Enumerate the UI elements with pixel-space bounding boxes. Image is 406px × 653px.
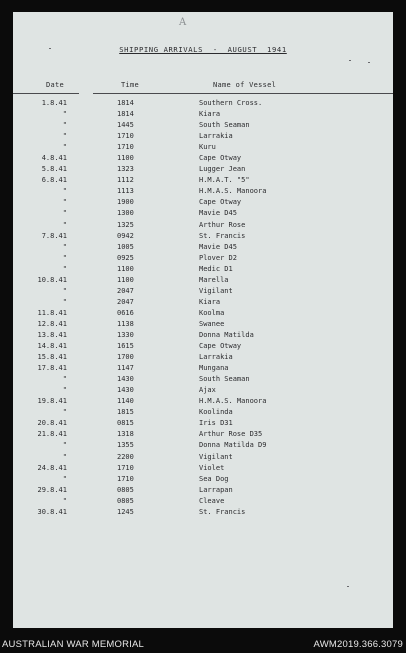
row-time: 0805: [117, 485, 134, 494]
table-row: [13, 385, 393, 396]
row-date: 21.8.41: [37, 430, 67, 439]
row-date: 13.8.41: [37, 330, 67, 339]
table-row: [13, 186, 393, 197]
row-time: 1710: [117, 143, 134, 152]
paper-speck: [49, 48, 51, 49]
row-vessel: Arthur Rose D35: [199, 430, 263, 439]
row-vessel: Marella: [199, 275, 229, 284]
row-vessel: Southern Cross.: [199, 99, 263, 107]
row-vessel: Iris D31: [199, 419, 233, 428]
row-date: 24.8.41: [37, 463, 67, 472]
row-vessel: Cape Otway: [199, 342, 242, 351]
table-row: [13, 142, 393, 153]
row-vessel: South Seaman: [199, 121, 250, 130]
row-date: 7.8.41: [41, 231, 67, 240]
row-time: 1100: [117, 264, 134, 273]
row-vessel: Vigilant: [199, 452, 233, 461]
row-time: 1430: [117, 375, 134, 384]
table-row: [13, 330, 393, 341]
table-row: [13, 507, 393, 518]
row-time: 1245: [117, 507, 134, 516]
header-rule-left: [13, 93, 79, 94]
row-date: ": [62, 209, 67, 218]
paper-speck: [349, 60, 351, 61]
row-vessel: Mungana: [199, 364, 229, 373]
row-date: ": [62, 286, 67, 295]
row-date: ": [62, 441, 67, 450]
table-row: [13, 319, 393, 330]
row-time: 2200: [117, 452, 134, 461]
column-header-time: Time: [121, 81, 140, 89]
row-time: 1900: [117, 198, 134, 207]
row-vessel: Kiara: [199, 110, 221, 119]
row-time: 1100: [117, 275, 134, 284]
row-date: 12.8.41: [37, 319, 67, 328]
table-row: [13, 297, 393, 308]
row-vessel: Vigilant: [199, 286, 233, 295]
row-time: 0925: [117, 253, 134, 262]
row-vessel: H.M.A.S. Manoora: [199, 187, 267, 196]
row-date: ": [62, 375, 67, 384]
paper-speck: [347, 586, 349, 587]
table-row: [13, 153, 393, 164]
row-date: 19.8.41: [37, 397, 67, 406]
row-vessel: H.M.A.S. Manoora: [199, 397, 267, 406]
row-date: 10.8.41: [37, 275, 67, 284]
row-date: ": [62, 110, 67, 119]
row-date: ": [62, 121, 67, 130]
row-time: 1325: [117, 220, 134, 229]
row-date: ": [62, 496, 67, 505]
table-row: [13, 175, 393, 186]
table-row: [13, 231, 393, 242]
row-vessel: Larrapan: [199, 485, 233, 494]
row-date: 6.8.41: [41, 176, 67, 185]
row-time: 1113: [117, 187, 134, 196]
row-date: 11.8.41: [37, 308, 67, 317]
row-vessel: Cape Otway: [199, 198, 242, 207]
row-vessel: Medic D1: [199, 264, 233, 273]
table-row: [13, 418, 393, 429]
table-row: [13, 496, 393, 507]
row-time: 0616: [117, 308, 134, 317]
row-vessel: Mavie D45: [199, 209, 237, 218]
row-vessel: Mavie D45: [199, 242, 237, 251]
row-vessel: Swanee: [199, 319, 225, 328]
row-vessel: Koolinda: [199, 408, 233, 417]
paper-speck: [368, 62, 370, 63]
table-row: [13, 164, 393, 175]
row-time: 1100: [117, 154, 134, 163]
row-time: 1430: [117, 386, 134, 395]
table-row: [13, 253, 393, 264]
row-time: 1445: [117, 121, 134, 130]
table-row: [13, 429, 393, 440]
column-header-vessel: Name of Vessel: [213, 81, 277, 89]
row-vessel: South Seaman: [199, 375, 250, 384]
row-vessel: Kuru: [199, 143, 216, 152]
table-row: [13, 220, 393, 231]
row-time: 1814: [117, 110, 134, 119]
table-row: [13, 407, 393, 418]
row-date: 29.8.41: [37, 485, 67, 494]
row-vessel: Kiara: [199, 297, 221, 306]
row-time: 0805: [117, 496, 134, 505]
header-rule-right: [93, 93, 393, 94]
table-row: [13, 109, 393, 120]
document-title: SHIPPING ARRIVALS - AUGUST 1941: [119, 45, 287, 54]
row-time: 1710: [117, 132, 134, 141]
row-date: ": [62, 408, 67, 417]
row-time: 2047: [117, 286, 134, 295]
row-vessel: Larrakia: [199, 132, 233, 141]
row-date: ": [62, 132, 67, 141]
row-time: 1005: [117, 242, 134, 251]
row-time: 1138: [117, 319, 134, 328]
row-time: 1147: [117, 364, 134, 373]
row-date: 15.8.41: [37, 353, 67, 362]
table-row: [13, 363, 393, 374]
row-date: 4.8.41: [41, 154, 67, 163]
table-row: [13, 98, 393, 109]
document-page: [13, 12, 393, 628]
table-row: [13, 463, 393, 474]
row-time: 1710: [117, 463, 134, 472]
footer-source: AUSTRALIAN WAR MEMORIAL: [2, 639, 145, 650]
row-vessel: St. Francis: [199, 507, 246, 516]
table-row: [13, 341, 393, 352]
row-time: 1318: [117, 430, 134, 439]
table-row: [13, 242, 393, 253]
row-date: ": [62, 386, 67, 395]
row-date: ": [62, 143, 67, 152]
row-time: 1815: [117, 408, 134, 417]
row-vessel: Arthur Rose: [199, 220, 246, 229]
row-time: 1323: [117, 165, 134, 174]
row-vessel: Donna Matilda D9: [199, 441, 267, 450]
row-date: 20.8.41: [37, 419, 67, 428]
row-vessel: Donna Matilda: [199, 330, 254, 339]
row-date: 30.8.41: [37, 507, 67, 516]
table-row: [13, 474, 393, 485]
table-row: [13, 120, 393, 131]
table-row: [13, 396, 393, 407]
row-date: ": [62, 253, 67, 262]
row-vessel: Koolma: [199, 308, 225, 317]
column-header-date: Date: [46, 81, 65, 89]
table-row: [13, 264, 393, 275]
row-date: 14.8.41: [37, 342, 67, 351]
table-row: [13, 131, 393, 142]
table-row: [13, 352, 393, 363]
row-date: 1.8.41: [41, 99, 67, 107]
table-row: [13, 208, 393, 219]
row-time: 1112: [117, 176, 134, 185]
row-time: 1615: [117, 342, 134, 351]
row-vessel: Cape Otway: [199, 154, 242, 163]
row-vessel: Cleave: [199, 496, 225, 505]
row-time: 0815: [117, 419, 134, 428]
row-time: 1140: [117, 397, 134, 406]
arrivals-table: [13, 98, 393, 518]
table-row: [13, 440, 393, 451]
row-date: ": [62, 242, 67, 251]
row-vessel: Ajax: [199, 386, 216, 395]
row-vessel: St. Francis: [199, 231, 246, 240]
row-date: ": [62, 198, 67, 207]
row-date: ": [62, 297, 67, 306]
row-time: 1700: [117, 353, 134, 362]
row-time: 1814: [117, 99, 134, 107]
table-row: [13, 286, 393, 297]
row-vessel: H.M.A.T. "5": [199, 176, 250, 185]
table-row: [13, 452, 393, 463]
footer-catalogue-id: AWM2019.366.3079: [313, 639, 403, 650]
row-vessel: Larrakia: [199, 353, 233, 362]
row-vessel: Violet: [199, 463, 225, 472]
row-time: 0942: [117, 231, 134, 240]
table-row: [13, 485, 393, 496]
row-time: 1330: [117, 330, 134, 339]
table-row: [13, 197, 393, 208]
row-time: 1355: [117, 441, 134, 450]
row-date: 17.8.41: [37, 364, 67, 373]
row-time: 2047: [117, 297, 134, 306]
table-row: [13, 308, 393, 319]
pencil-mark: A: [179, 17, 188, 28]
row-date: ": [62, 264, 67, 273]
row-date: ": [62, 452, 67, 461]
row-date: ": [62, 220, 67, 229]
row-date: 5.8.41: [41, 165, 67, 174]
row-time: 1300: [117, 209, 134, 218]
table-row: [13, 275, 393, 286]
row-vessel: Plover D2: [199, 253, 237, 262]
row-vessel: Sea Dog: [199, 474, 229, 483]
row-vessel: Lugger Jean: [199, 165, 246, 174]
row-date: ": [62, 187, 67, 196]
row-date: ": [62, 474, 67, 483]
row-time: 1710: [117, 474, 134, 483]
table-row: [13, 374, 393, 385]
